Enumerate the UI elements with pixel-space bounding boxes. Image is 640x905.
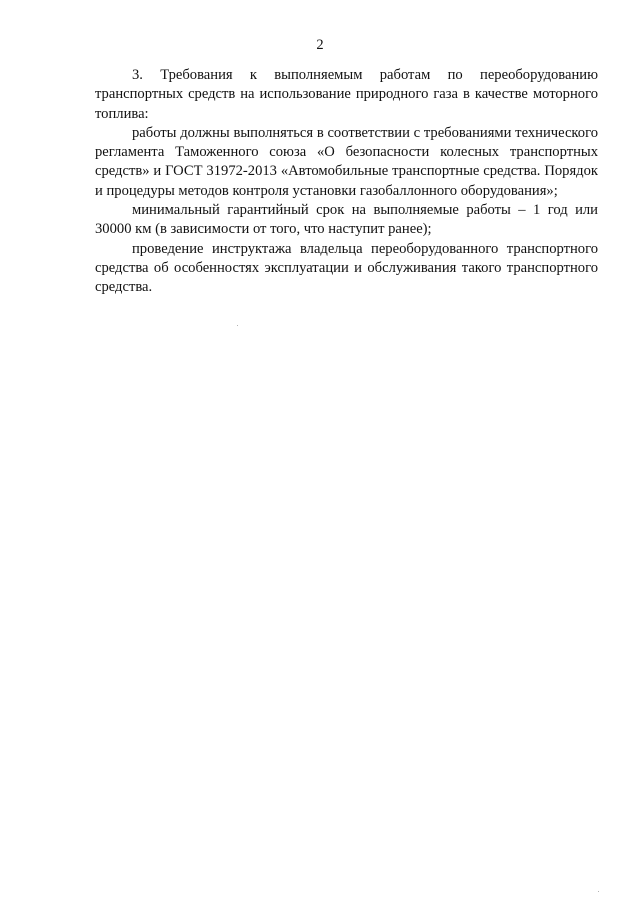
scan-speck xyxy=(237,325,238,326)
paragraph-requirements-heading: 3. Требования к выполняемым работам по переоборудованию транспортных средств на использование природного газа в качестве моторного топлива: xyxy=(95,67,598,122)
paragraph-owner-instruction: проведение инструктажа владельца переоборудованного транспортного средства об особенностях эксплуатации и обслуживания такого транспортного средства. xyxy=(95,240,598,296)
page-number: 2 xyxy=(316,37,324,53)
paragraph-warranty-period: минимальный гарантийный срок на выполняемые работы – 1 год или 30000 км (в зависимости от того, что наступит ранее); xyxy=(95,202,598,238)
paragraph-technical-regulation: работы должны выполняться в соответствии с требованиями технического регламента Таможенного союза «О безопасности колесных транспортных средств» и ГОСТ 31972-2013 «Автомобильные транспортные средства. Порядок и процедуры методов контроля установки газобаллонного оборудования»; xyxy=(95,124,598,199)
document-body xyxy=(95,66,598,298)
scan-speck xyxy=(598,891,599,892)
